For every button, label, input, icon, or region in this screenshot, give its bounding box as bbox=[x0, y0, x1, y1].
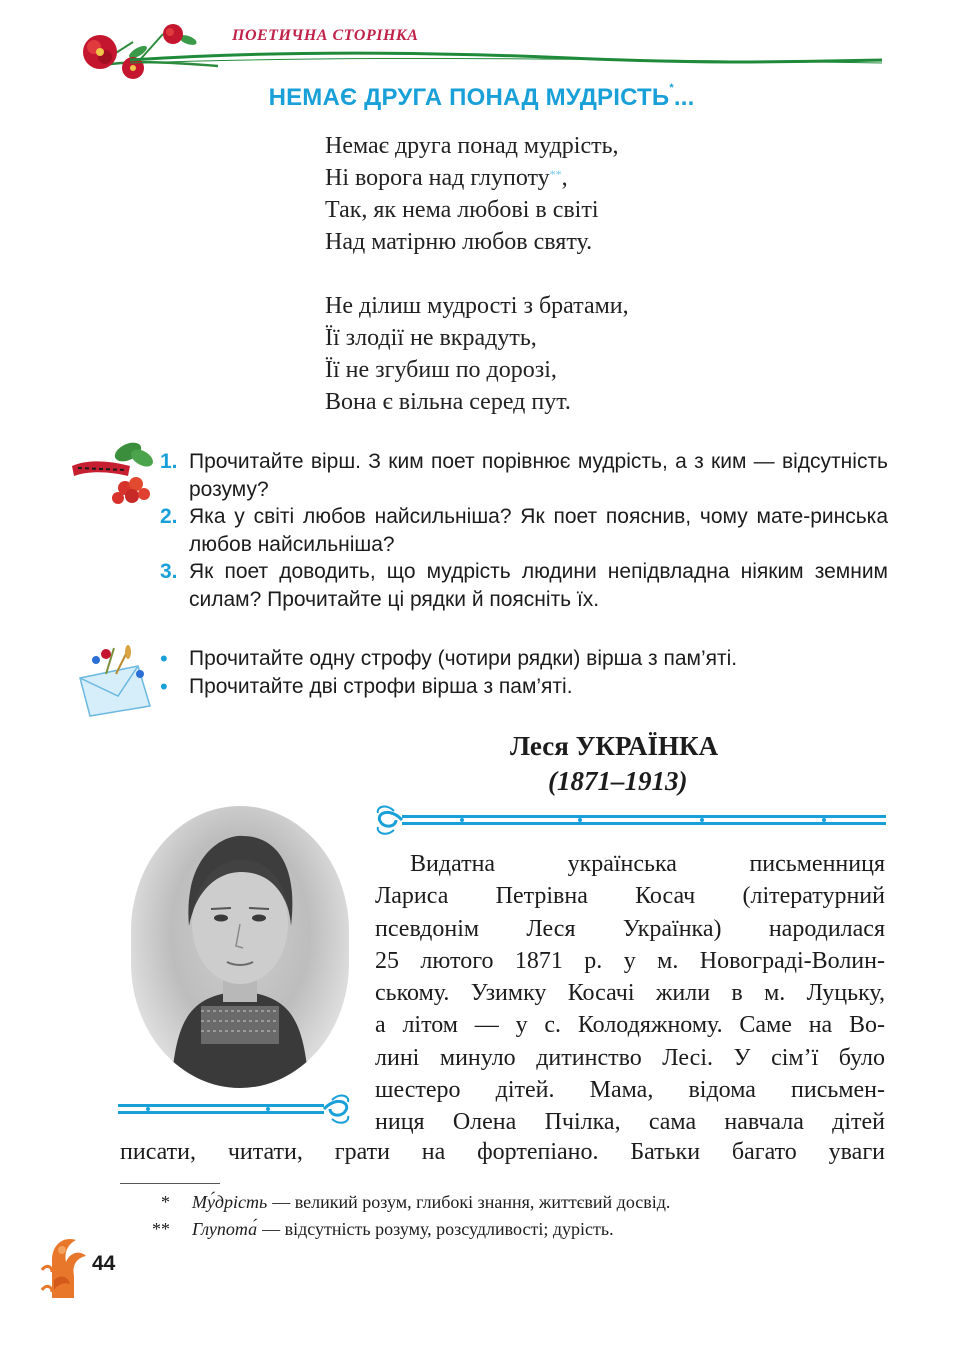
bio-line: 25 лютого 1871 р. у м. Новограді-Волин- bbox=[375, 947, 885, 974]
poem-line: Її не згубиш по дорозі, bbox=[325, 357, 557, 383]
poem-line: Її злодії не вкрадуть, bbox=[325, 325, 537, 351]
stanza-2 bbox=[325, 290, 629, 418]
question-item bbox=[160, 448, 888, 503]
footnote-text: — відсутність розуму, розсудливості; дурість. bbox=[262, 1219, 614, 1239]
bio-line: а літом — у с. Колодяжному. Саме на Во- bbox=[375, 1012, 885, 1039]
bio-line: лині минуло дитинство Лесі. У сім’ї було bbox=[375, 1044, 885, 1071]
question-number: 2. bbox=[160, 505, 178, 528]
blue-ornament-divider bbox=[118, 1092, 354, 1126]
bullet: • bbox=[160, 674, 168, 699]
portrait-image bbox=[131, 806, 349, 1088]
task-text: Прочитайте дві строфи вірша з пам’яті. bbox=[189, 675, 573, 698]
question-item bbox=[160, 558, 888, 613]
viburnum-berries-icon bbox=[70, 436, 155, 508]
footnote bbox=[140, 1189, 670, 1216]
bio-line: псевдонім Леся Українка) народилася bbox=[375, 915, 885, 942]
footnotes bbox=[140, 1189, 670, 1243]
footnote-mark: * bbox=[669, 82, 674, 94]
question-number: 1. bbox=[160, 450, 178, 473]
poem-title: НЕМАЄ ДРУГА ПОНАД МУДРІСТЬ*... bbox=[268, 82, 695, 111]
task-text: Прочитайте одну строфу (чотири рядки) вірша з пам’яті. bbox=[189, 647, 738, 670]
envelope-icon bbox=[76, 644, 156, 718]
footnote-term: Му́дрість bbox=[192, 1192, 268, 1212]
footnote-term: Глупота́ bbox=[192, 1219, 258, 1239]
poem-line: Немає друга понад мудрість, bbox=[325, 133, 619, 159]
question-text: Прочитайте вірш. З ким поет порівнює мудрість, а з ким — відсутність розуму? bbox=[189, 450, 888, 501]
footnote-rule bbox=[120, 1183, 220, 1184]
questions-list bbox=[160, 448, 888, 613]
biography-text bbox=[375, 848, 885, 1139]
page-header bbox=[0, 0, 963, 80]
poem-line: Не ділиш мудрості з братами, bbox=[325, 293, 629, 319]
question-text: Як поет доводить, що мудрість людини непідвладна ніяким земним силам? Прочитайте ці рядки й поясніть їх. bbox=[189, 560, 888, 611]
header-divider bbox=[130, 46, 882, 66]
author-portrait bbox=[131, 806, 349, 1088]
footnote-mark: ** bbox=[549, 167, 562, 181]
question-text: Яка у світі любов найсильніша? Як поет пояснив, чому мате-ринська любов найсильніша? bbox=[189, 505, 888, 556]
bio-line: ському. Узимку Косачі жили в м. Луцьку, bbox=[375, 980, 885, 1007]
poem-line: Над матірню любов святу. bbox=[325, 229, 593, 255]
poem-line: Так, як нема любові в світі bbox=[325, 197, 599, 223]
section-label: ПОЕТИЧНА СТОРІНКА bbox=[232, 27, 419, 44]
author-name: Леся УКРАЇНКА bbox=[510, 731, 719, 761]
footnote bbox=[140, 1216, 670, 1243]
question-number: 3. bbox=[160, 560, 178, 583]
task-item bbox=[160, 645, 888, 673]
tasks-list bbox=[160, 645, 888, 701]
task-item bbox=[160, 673, 888, 701]
bio-line: Лариса Петрівна Косач (літературний bbox=[375, 883, 885, 910]
author-years: (1871–1913) bbox=[548, 766, 688, 796]
bullet: • bbox=[160, 646, 168, 671]
bio-line: Видатна українська письменниця bbox=[410, 851, 885, 877]
page-number: 44 bbox=[92, 1252, 116, 1275]
blue-ornament-divider bbox=[372, 803, 886, 837]
question-item bbox=[160, 503, 888, 558]
poem-line: Вона є вільна серед пут. bbox=[325, 389, 571, 415]
footnote-mark: ** bbox=[152, 1219, 170, 1239]
poem-line: Ні ворога над глупоту**, bbox=[325, 165, 568, 191]
stanza-1 bbox=[325, 130, 629, 258]
poem bbox=[325, 130, 629, 450]
footnote-text: — великий розум, глибокі знання, життєвий досвід. bbox=[272, 1192, 671, 1212]
bio-line: шестеро дітей. Мама, відома письмен- bbox=[375, 1077, 885, 1104]
bio-line: ниця Олена Пчілка, сама навчала дітей bbox=[375, 1109, 885, 1136]
bio-line: писати, читати, грати на фортепіано. Батьки багато уваги bbox=[120, 1139, 885, 1165]
footnote-mark: * bbox=[161, 1192, 170, 1212]
